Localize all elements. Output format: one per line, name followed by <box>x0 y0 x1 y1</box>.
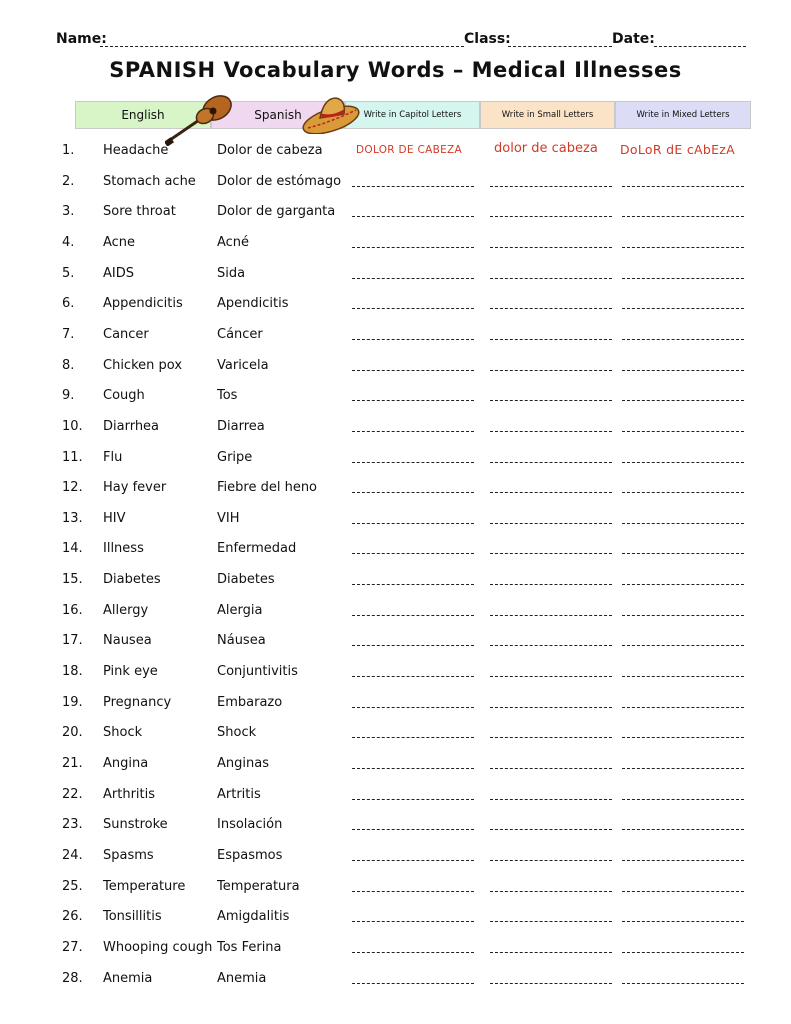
row-number: 7. <box>62 326 75 342</box>
capital-letters-blank[interactable] <box>352 431 474 432</box>
english-word: Temperature <box>103 878 186 894</box>
capital-letters-blank[interactable] <box>352 584 474 585</box>
spanish-word: Cáncer <box>217 326 263 342</box>
row-number: 22. <box>62 786 83 802</box>
spanish-word: Conjuntivitis <box>217 664 298 680</box>
spanish-word: Dolor de estómago <box>217 173 342 189</box>
class-field[interactable] <box>508 46 612 47</box>
mixed-letters-blank[interactable] <box>622 339 744 340</box>
english-word: Tonsillitis <box>103 909 162 925</box>
row-number: 1. <box>62 143 75 158</box>
mixed-letters-blank[interactable] <box>622 431 744 432</box>
english-word: Arthritis <box>103 786 156 802</box>
small-letters-blank[interactable] <box>490 615 612 616</box>
english-word: Nausea <box>103 633 152 649</box>
spanish-word: Amigdalitis <box>217 909 290 925</box>
row-number: 2. <box>62 173 75 189</box>
english-word: Diabetes <box>103 572 161 588</box>
header-capital <box>345 101 480 129</box>
small-letters-blank[interactable] <box>490 983 612 984</box>
spanish-word: Náusea <box>217 633 266 649</box>
mixed-letters-blank[interactable] <box>622 645 744 646</box>
mixed-letters-blank[interactable] <box>622 676 744 677</box>
mixed-letters-blank[interactable] <box>622 737 744 738</box>
header-small <box>480 101 615 129</box>
vocab-row <box>0 167 791 197</box>
row-number: 18. <box>62 664 83 680</box>
row-number: 6. <box>62 296 75 312</box>
vocab-row <box>0 412 791 442</box>
example-mixed: DoLoR dE cAbEzA <box>620 142 735 157</box>
english-word: Pink eye <box>103 664 158 680</box>
header-mixed <box>615 101 751 129</box>
sombrero-icon <box>300 92 362 134</box>
spanish-word: Tos Ferina <box>217 939 282 955</box>
spanish-word: Dolor de cabeza <box>217 143 323 158</box>
page-title: SPANISH Vocabulary Words – Medical Illnesses <box>109 58 682 82</box>
mixed-letters-blank[interactable] <box>622 492 744 493</box>
mixed-letters-blank[interactable] <box>622 400 744 401</box>
small-letters-blank[interactable] <box>490 707 612 708</box>
english-word: Pregnancy <box>103 694 172 710</box>
row-number: 16. <box>62 602 83 618</box>
vocab-row <box>0 197 791 227</box>
vocab-row <box>0 259 791 289</box>
spanish-word: Insolación <box>217 817 283 833</box>
english-word: Allergy <box>103 602 149 618</box>
small-letters-blank[interactable] <box>490 584 612 585</box>
header-spanish-label: Spanish <box>254 108 302 122</box>
english-word: Acne <box>103 234 136 250</box>
capital-letters-blank[interactable] <box>352 523 474 524</box>
vocab-row <box>0 565 791 595</box>
vocab-row <box>0 626 791 656</box>
vocab-row <box>0 657 791 687</box>
vocab-row <box>0 749 791 779</box>
small-letters-blank[interactable] <box>490 676 612 677</box>
header-small-label: Write in Small Letters <box>501 110 594 120</box>
english-word: Whooping cough <box>103 939 213 955</box>
english-word: Cough <box>103 388 145 404</box>
capital-letters-blank[interactable] <box>352 952 474 953</box>
spanish-word: Anginas <box>217 756 269 771</box>
mixed-letters-blank[interactable] <box>622 829 744 830</box>
capital-letters-blank[interactable] <box>352 737 474 738</box>
english-word: Sore throat <box>103 204 176 220</box>
row-number: 14. <box>62 541 83 557</box>
row-number: 10. <box>62 418 83 434</box>
spanish-word: Gripe <box>217 449 253 465</box>
small-letters-blank[interactable] <box>490 891 612 892</box>
header-mixed-label: Write in Mixed Letters <box>636 110 730 120</box>
mixed-letters-blank[interactable] <box>622 278 744 279</box>
small-letters-blank[interactable] <box>490 278 612 279</box>
vocab-row <box>0 964 791 994</box>
row-number: 9. <box>62 388 75 404</box>
mixed-letters-blank[interactable] <box>622 247 744 248</box>
small-letters-blank[interactable] <box>490 462 612 463</box>
row-number: 3. <box>62 204 75 220</box>
spanish-word: Alergia <box>217 602 263 618</box>
row-number: 5. <box>62 265 75 281</box>
header-english-label: English <box>121 108 165 122</box>
vocab-row <box>0 228 791 258</box>
small-letters-blank[interactable] <box>490 553 612 554</box>
mixed-letters-blank[interactable] <box>622 216 744 217</box>
small-letters-blank[interactable] <box>490 308 612 309</box>
capital-letters-blank[interactable] <box>352 278 474 279</box>
vocab-row <box>0 534 791 564</box>
mixed-letters-blank[interactable] <box>622 707 744 708</box>
english-word: Spasms <box>103 847 154 863</box>
row-number: 20. <box>62 725 83 741</box>
capital-letters-blank[interactable] <box>352 645 474 646</box>
vocab-row <box>0 933 791 963</box>
small-letters-blank[interactable] <box>490 400 612 401</box>
small-letters-blank[interactable] <box>490 339 612 340</box>
row-number: 13. <box>62 510 83 526</box>
english-word: Sunstroke <box>103 817 168 833</box>
name-label: Name: <box>56 31 107 47</box>
capital-letters-blank[interactable] <box>352 983 474 984</box>
spanish-word: Artritis <box>217 786 261 802</box>
mixed-letters-blank[interactable] <box>622 462 744 463</box>
capital-letters-blank[interactable] <box>352 615 474 616</box>
capital-letters-blank[interactable] <box>352 400 474 401</box>
mixed-letters-blank[interactable] <box>622 308 744 309</box>
small-letters-blank[interactable] <box>490 186 612 187</box>
header-capital-label: Write in Capitol Letters <box>363 110 462 120</box>
name-field[interactable] <box>100 46 464 47</box>
mixed-letters-blank[interactable] <box>622 523 744 524</box>
mixed-letters-blank[interactable] <box>622 370 744 371</box>
mixed-letters-blank[interactable] <box>622 952 744 953</box>
capital-letters-blank[interactable] <box>352 799 474 800</box>
row-number: 17. <box>62 633 83 649</box>
mixed-letters-blank[interactable] <box>622 983 744 984</box>
small-letters-blank[interactable] <box>490 768 612 769</box>
small-letters-blank[interactable] <box>490 523 612 524</box>
spanish-word: Anemia <box>217 970 267 986</box>
row-number: 23. <box>62 817 83 833</box>
english-word: AIDS <box>103 265 134 281</box>
small-letters-blank[interactable] <box>490 431 612 432</box>
row-number: 21. <box>62 756 83 771</box>
capital-letters-blank[interactable] <box>352 829 474 830</box>
date-label: Date: <box>612 31 655 47</box>
small-letters-blank[interactable] <box>490 247 612 248</box>
capital-letters-blank[interactable] <box>352 921 474 922</box>
class-label: Class: <box>464 31 511 47</box>
capital-letters-blank[interactable] <box>352 186 474 187</box>
vocab-row <box>0 780 791 810</box>
row-number: 12. <box>62 480 83 496</box>
vocab-row <box>0 841 791 871</box>
small-letters-blank[interactable] <box>490 370 612 371</box>
spanish-word: Embarazo <box>217 694 283 710</box>
spanish-word: Fiebre del heno <box>217 480 318 496</box>
date-field[interactable] <box>654 46 746 47</box>
spanish-word: VIH <box>217 510 240 526</box>
mixed-letters-blank[interactable] <box>622 768 744 769</box>
capital-letters-blank[interactable] <box>352 768 474 769</box>
example-capital: DOLOR DE CABEZA <box>356 144 463 156</box>
english-word: Chicken pox <box>103 357 183 373</box>
english-word: Headache <box>103 143 169 158</box>
mixed-letters-blank[interactable] <box>622 799 744 800</box>
english-word: Appendicitis <box>103 296 183 312</box>
english-word: Stomach ache <box>103 173 196 189</box>
spanish-word: Apendicitis <box>217 296 289 312</box>
capital-letters-blank[interactable] <box>352 216 474 217</box>
vocab-row <box>0 320 791 350</box>
row-number: 4. <box>62 234 75 250</box>
vocab-row <box>0 718 791 748</box>
small-letters-blank[interactable] <box>490 645 612 646</box>
english-word: Diarrhea <box>103 418 160 434</box>
vocab-row <box>0 351 791 381</box>
spanish-word: Shock <box>217 725 257 741</box>
english-word: Cancer <box>103 326 149 342</box>
row-number: 11. <box>62 449 83 465</box>
small-letters-blank[interactable] <box>490 829 612 830</box>
spanish-word: Tos <box>217 388 238 404</box>
mixed-letters-blank[interactable] <box>622 860 744 861</box>
capital-letters-blank[interactable] <box>352 707 474 708</box>
vocab-row <box>0 810 791 840</box>
spanish-word: Espasmos <box>217 847 283 863</box>
row-number: 24. <box>62 847 83 863</box>
capital-letters-blank[interactable] <box>352 462 474 463</box>
spanish-word: Diabetes <box>217 572 275 588</box>
capital-letters-blank[interactable] <box>352 308 474 309</box>
spanish-word: Varicela <box>217 357 269 373</box>
small-letters-blank[interactable] <box>490 921 612 922</box>
capital-letters-blank[interactable] <box>352 492 474 493</box>
english-word: Anemia <box>103 970 153 986</box>
row-number: 8. <box>62 357 75 373</box>
vocab-row <box>0 443 791 473</box>
capital-letters-blank[interactable] <box>352 891 474 892</box>
small-letters-blank[interactable] <box>490 952 612 953</box>
mixed-letters-blank[interactable] <box>622 553 744 554</box>
row-number: 27. <box>62 939 83 955</box>
capital-letters-blank[interactable] <box>352 339 474 340</box>
capital-letters-blank[interactable] <box>352 860 474 861</box>
capital-letters-blank[interactable] <box>352 370 474 371</box>
mixed-letters-blank[interactable] <box>622 615 744 616</box>
small-letters-blank[interactable] <box>490 860 612 861</box>
vocab-row <box>0 136 791 166</box>
english-word: Angina <box>103 756 149 771</box>
small-letters-blank[interactable] <box>490 799 612 800</box>
row-number: 15. <box>62 572 83 588</box>
spanish-word: Diarrea <box>217 418 265 434</box>
capital-letters-blank[interactable] <box>352 553 474 554</box>
row-number: 26. <box>62 909 83 925</box>
vocab-row <box>0 596 791 626</box>
spanish-word: Acné <box>217 234 250 250</box>
row-number: 25. <box>62 878 83 894</box>
mixed-letters-blank[interactable] <box>622 891 744 892</box>
vocab-row <box>0 504 791 534</box>
english-word: Illness <box>103 541 144 557</box>
small-letters-blank[interactable] <box>490 737 612 738</box>
vocab-row <box>0 872 791 902</box>
vocab-row <box>0 289 791 319</box>
student-info-line <box>56 31 746 53</box>
capital-letters-blank[interactable] <box>352 676 474 677</box>
english-word: Hay fever <box>103 480 167 496</box>
mixed-letters-blank[interactable] <box>622 921 744 922</box>
example-small: dolor de cabeza <box>494 141 598 156</box>
capital-letters-blank[interactable] <box>352 247 474 248</box>
spanish-word: Enfermedad <box>217 541 297 557</box>
small-letters-blank[interactable] <box>490 492 612 493</box>
vocab-row <box>0 381 791 411</box>
spanish-word: Temperatura <box>217 878 300 894</box>
mixed-letters-blank[interactable] <box>622 584 744 585</box>
vocab-row <box>0 902 791 932</box>
row-number: 28. <box>62 970 83 986</box>
spanish-word: Dolor de garganta <box>217 204 336 220</box>
vocab-row <box>0 473 791 503</box>
small-letters-blank[interactable] <box>490 216 612 217</box>
english-word: HIV <box>103 510 126 526</box>
mixed-letters-blank[interactable] <box>622 186 744 187</box>
english-word: Flu <box>103 449 123 465</box>
spanish-word: Sida <box>217 265 246 281</box>
english-word: Shock <box>103 725 143 741</box>
row-number: 19. <box>62 694 83 710</box>
vocab-row <box>0 688 791 718</box>
